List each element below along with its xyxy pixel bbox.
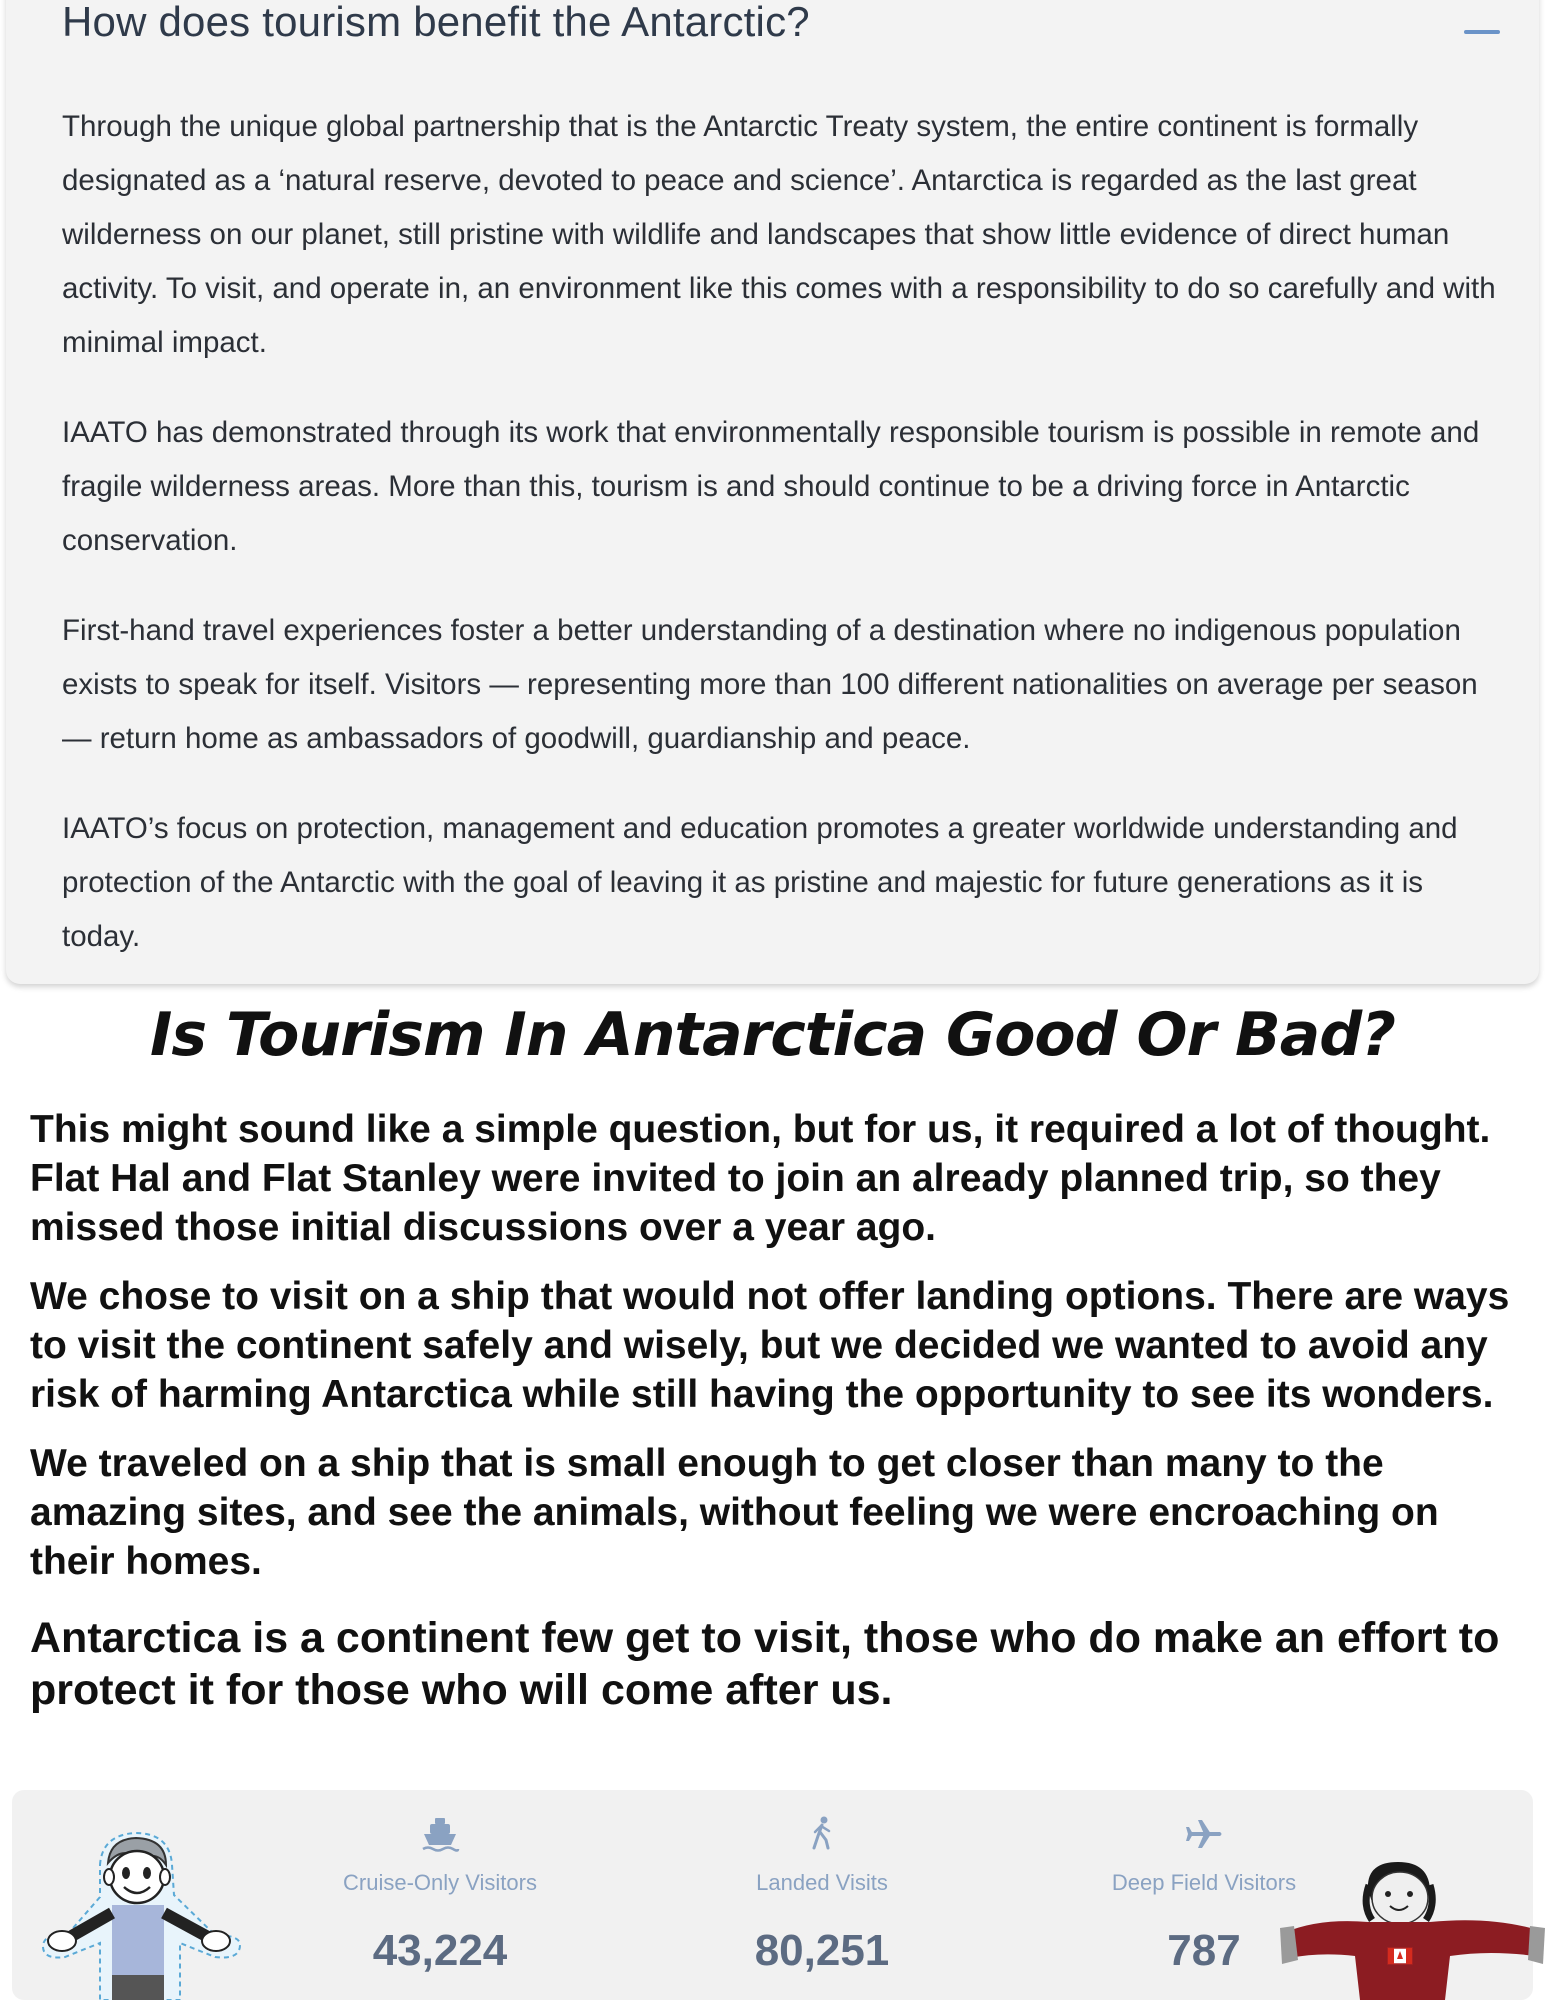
article-body [30,1105,1520,1716]
stat-landed-visits [642,1790,1002,2000]
flat-stanley-character-illustration [1280,1860,1545,2000]
stat-label: Cruise-Only Visitors [343,1870,537,1895]
stat-label: Deep Field Visitors [1111,1870,1297,1895]
faq-answer-paragraph: Through the unique global partnership that is the Antarctic Treaty system, the entire continent is formally designated as a ‘natural reserve, devoted to peace and science’. Antarctica is regarded as the last great wilderness on our planet, still pristine with wildlife and landscapes that show little evidence of direct human activity. To visit, and operate in, an environment like this comes with a responsibility to do so carefully and with minimal impact. [62,110,1496,359]
faq-answer-paragraph: IAATO has demonstrated through its work that environmentally responsible tourism is possible in remote and fragile wilderness areas. More than this, tourism is and should continue to be a driving force in Antarctic conservation. [62,416,1480,557]
article-paragraph: We traveled on a ship that is small enough to get closer than many to the amazing sites, and see the animals, without feeling we were encroaching on their homes. [30,1442,1439,1583]
ship-icon [260,1814,620,1854]
faq-answer-paragraph: IAATO’s focus on protection, management and education promotes a greater worldwide understanding and protection of the Antarctic with the goal of leaving it as pristine and majestic for future generations as it is today. [62,812,1458,953]
stat-label: Landed Visits [756,1870,888,1895]
flat-hal-character-illustration [40,1825,290,2000]
faq-answer [62,100,1502,1000]
stat-value: 787 [1167,1926,1241,1975]
article-paragraph: Antarctica is a continent few get to visit, those who do make an effort to protect it for those who will come after us. [30,1614,1500,1714]
faq-question[interactable]: How does tourism benefit the Antarctic? [62,0,810,45]
walking-person-icon [642,1814,1002,1854]
stat-value: 43,224 [372,1926,508,1975]
faq-answer-paragraph: First-hand travel experiences foster a better understanding of a destination where no indigenous population exists to speak for itself. Visitors — representing more than 100 different nationalities on average per season — return home as ambassadors of goodwill, guardianship and peace. [62,614,1478,755]
article-title: Is Tourism In Antarctica Good Or Bad? [150,1000,1395,1070]
faq-accordion-item [6,0,1539,984]
airplane-icon [1024,1814,1384,1854]
stat-value: 80,251 [754,1926,890,1975]
stat-cruise-only-visitors [260,1790,620,2000]
minus-icon [1464,30,1500,34]
article-paragraph: This might sound like a simple question, but for us, it required a lot of thought. Flat Hal and Flat Stanley were invited to join an already planned trip, so they missed those initial discussions over a year ago. [30,1108,1491,1249]
article-paragraph: We chose to visit on a ship that would not offer landing options. There are ways to visit the continent safely and wisely, but we decided we wanted to avoid any risk of harming Antarctica while still having the opportunity to see its wonders. [30,1275,1510,1416]
